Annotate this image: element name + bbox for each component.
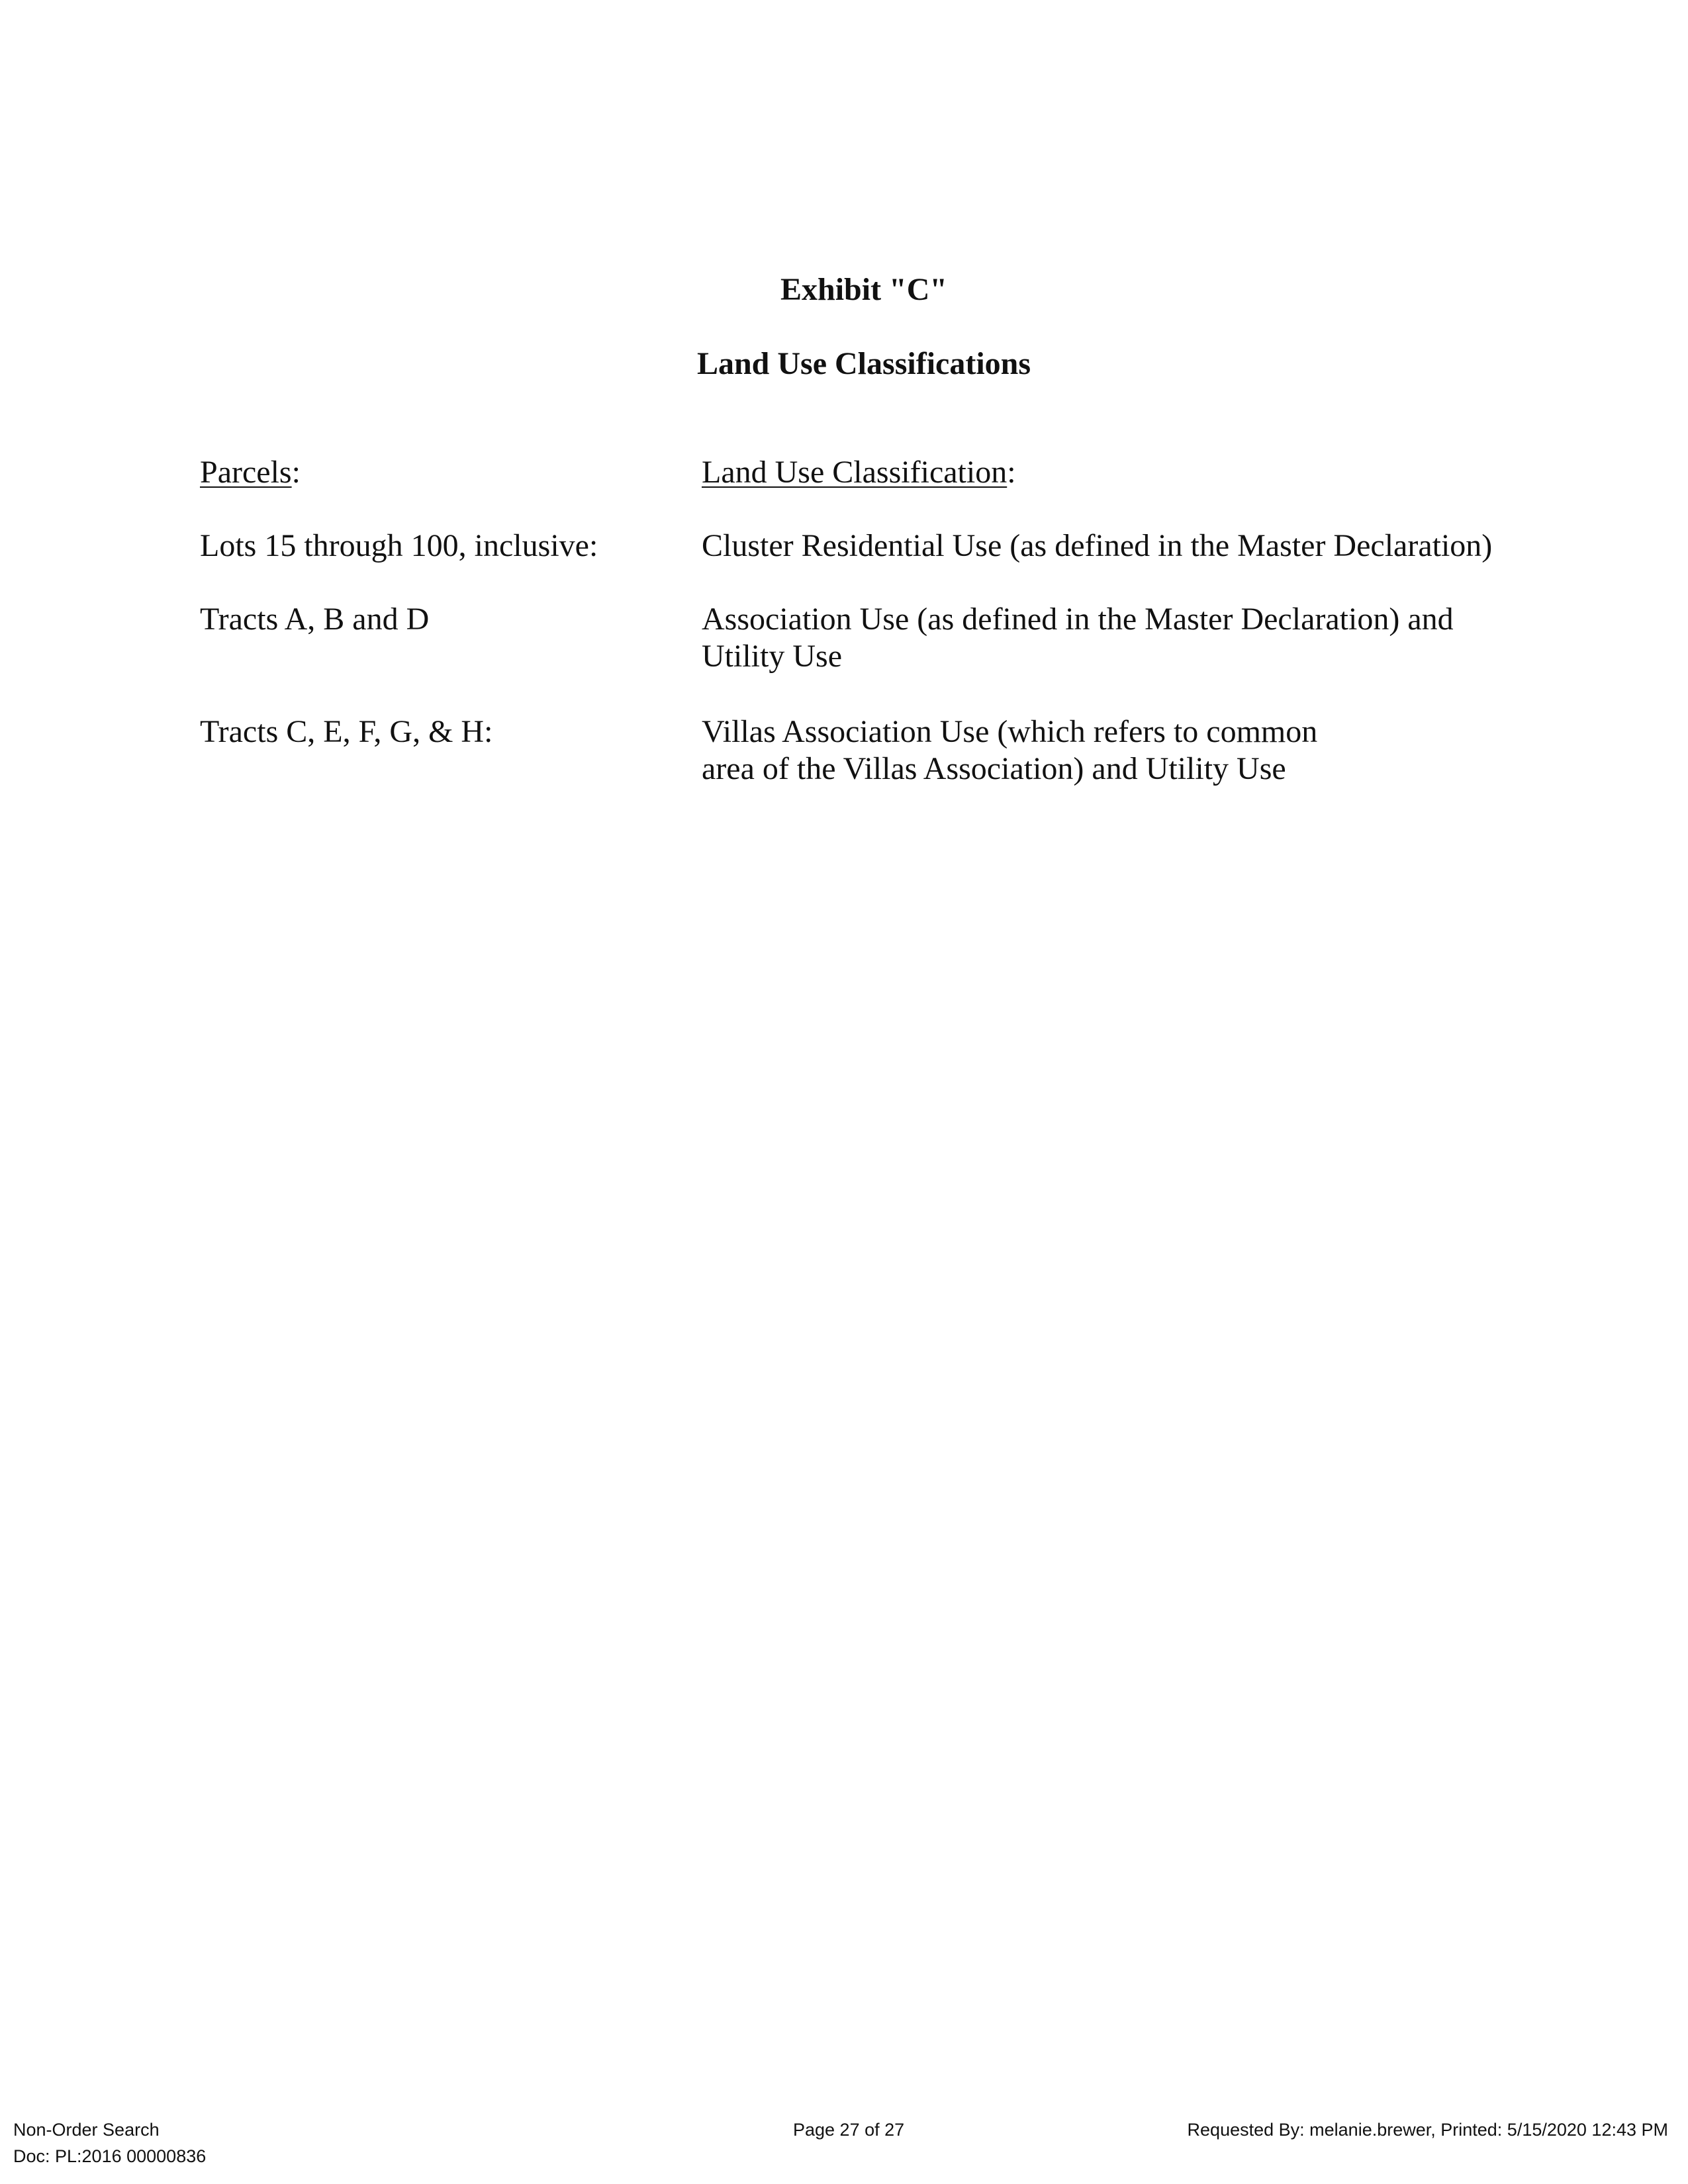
parcels-header — [200, 454, 663, 491]
parcels-header-label: Parcels — [200, 455, 292, 490]
classification-line: area of the Villas Association) and Utility Use — [702, 751, 1286, 786]
footer-search-type: Non-Order Search — [13, 2120, 160, 2140]
footer-doc-reference: Doc: PL:2016 00000836 — [13, 2146, 207, 2166]
parcel-tracts-c-e-f-g-h: Tracts C, E, F, G, & H: — [200, 714, 493, 749]
classification-villas-association — [702, 713, 1562, 788]
classification-line: Cluster Residential Use (as defined in the Master Declaration) — [702, 528, 1493, 563]
parcels-header-colon: : — [291, 455, 301, 490]
classification-association-use — [702, 601, 1562, 675]
classification-line: Utility Use — [702, 639, 842, 674]
classification-line: Villas Association Use (which refers to common — [702, 714, 1318, 749]
classification-line: Association Use (as defined in the Master Declaration) and — [702, 602, 1454, 637]
parcel-tracts-a-b-d: Tracts A, B and D — [200, 602, 430, 637]
classification-header-label: Land Use Classification — [702, 455, 1008, 490]
footer-page-number: Page 27 of 27 — [793, 2120, 905, 2140]
classification-header-colon: : — [1007, 455, 1016, 490]
classification-header — [702, 454, 1562, 491]
section-title: Land Use Classifications — [696, 346, 1031, 381]
parcel-lots-15-100: Lots 15 through 100, inclusive: — [200, 528, 598, 563]
exhibit-title: Exhibit "C" — [780, 272, 948, 307]
footer-requested-by: Requested By: melanie.brewer, Printed: 5/15/2020 12:43 PM — [1187, 2120, 1668, 2140]
classification-cluster-residential — [702, 527, 1562, 565]
